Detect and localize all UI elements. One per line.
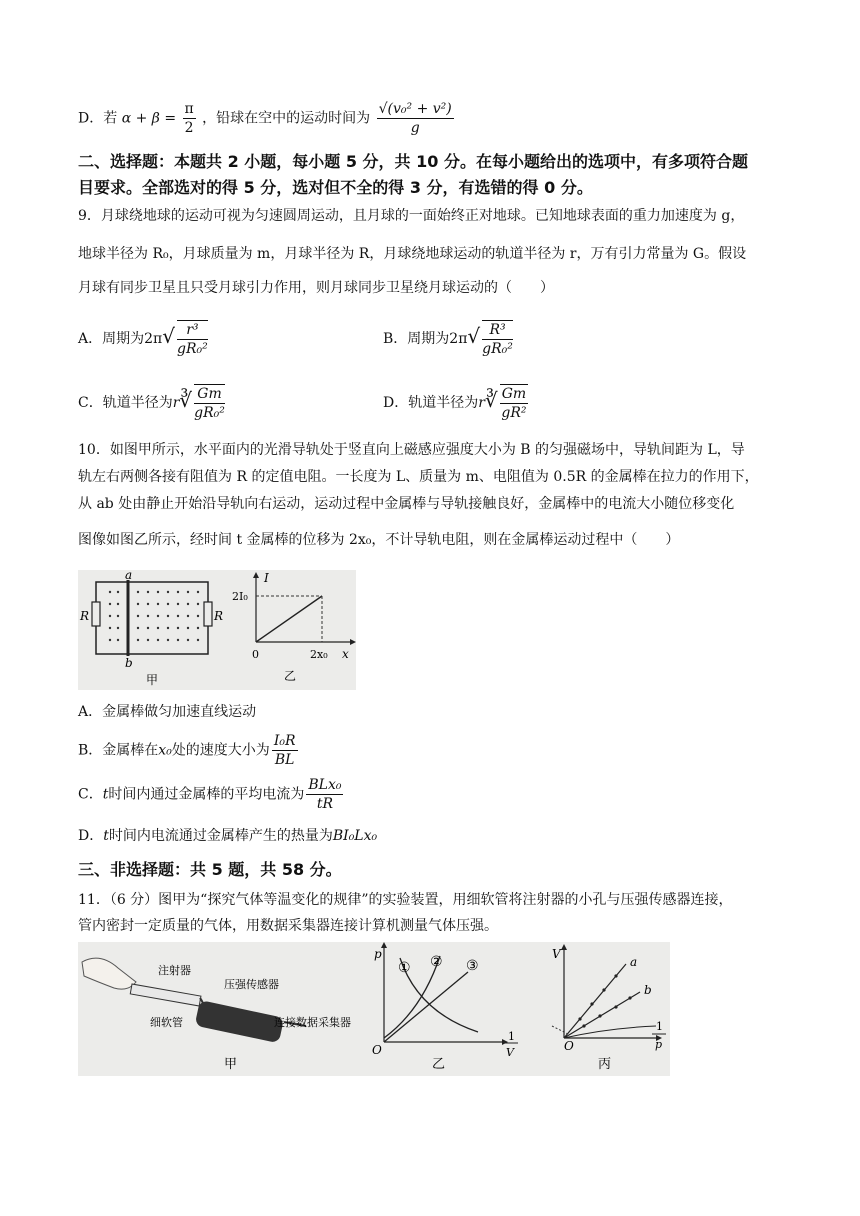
q10-option-b: B．金属棒在x₀处的速度大小为 $\frac{\text{I₀R}}{BL}$: [78, 733, 296, 768]
caption-yi: 乙: [284, 669, 297, 683]
yi-curve1-label: ①: [398, 960, 411, 976]
label-r-right: R: [214, 609, 224, 623]
caption-jia-11: 甲: [224, 1057, 238, 1072]
yi-curve2-label: ②: [430, 954, 443, 970]
bing-curve: [564, 1026, 656, 1038]
bing-origin: O: [564, 1039, 574, 1053]
graph-origin: 0: [252, 648, 259, 661]
label-sensor: 压强传感器: [224, 978, 279, 991]
yi-curve3-label: ③: [466, 958, 479, 974]
q8-d-time-fraction: $\frac{\text{√(v₀² + v²)}}{g}$: [378, 101, 452, 136]
label-r-left: R: [80, 609, 90, 623]
q11-figure-svg: [78, 942, 670, 1076]
graph-line: [256, 596, 322, 642]
yi-origin: O: [372, 1043, 382, 1057]
q8-d-text: ，铅球在空中的运动时间为: [202, 110, 371, 127]
q8-d-angle-fraction: $\frac{\pi}{2}$: [184, 101, 194, 136]
caption-jia: 甲: [146, 673, 159, 687]
bing-dash: [552, 1026, 568, 1034]
q10-figure: [78, 570, 356, 690]
graph-x-label: x: [342, 647, 349, 661]
yi-y-label: p: [374, 947, 382, 961]
q10-option-a: A．金属棒做匀加速直线运动: [78, 704, 257, 720]
q9-option-d: D．轨道半径为r∛ $\frac{Gm}{\text{gR²}}$: [383, 386, 527, 421]
q10-line2: 轨左右两侧各接有阻值为 R 的定值电阻。一长度为 L、质量为 m、电阻值为 0.5R 的金属棒在拉力的作用下，: [78, 469, 759, 485]
q10-option-d: D．t时间内电流通过金属棒产生的热量为BI₀Lx₀: [78, 828, 378, 844]
label-syringe: 注射器: [158, 964, 191, 977]
q9-line3: 月球有同步卫星且只受月球引力作用，则月球同步卫星绕月球运动的（ ）: [78, 280, 554, 296]
field-dots: [109, 591, 199, 641]
section2-line2: 目要求。全部选对的得 5 分，选对但不全的得 3 分，有选错的得 0 分。: [78, 178, 593, 197]
q11-line1: 11．（6 分）图甲为“探究气体等温变化的规律”的实验装置，用细软管将注射器的小孔与压强传感器连接，: [78, 892, 733, 908]
label-a: a: [125, 570, 133, 582]
pressure-sensor: [195, 1000, 285, 1043]
syringe: [130, 984, 201, 1006]
q11-line2: 管内密封一定质量的气体，用数据采集器连接计算机测量气体压强。: [78, 918, 498, 934]
q8-option-d: [78, 100, 456, 137]
q10-line1: 10．如图甲所示，水平面内的光滑导轨处于竖直向上磁感应强度大小为 B 的匀强磁场中，导轨间距为 L，导: [78, 442, 745, 458]
q9-line1: 9．月球绕地球的运动可视为匀速圆周运动，且月球的一面始终正对地球。已知地球表面的重力加速度为 g，: [78, 208, 745, 224]
q10-line3: 从 ab 处由静止开始沿导轨向右运动，运动过程中金属棒与导轨接触良好，金属棒中的电流大小随位移变化: [78, 496, 735, 512]
q8-d-prefix: D．若: [78, 110, 118, 127]
section3-title: 三、非选择题：共 5 题，共 58 分。: [78, 860, 342, 879]
hand-icon: [82, 958, 136, 989]
q8-d-condition: α + β =: [121, 110, 177, 127]
bing-x-num: 1: [656, 1020, 663, 1033]
bing-y-label: V: [552, 947, 561, 961]
q10-option-c: C．t时间内通过金属棒的平均电流为 $\frac{\text{BLx₀}}{tR}$: [78, 777, 342, 812]
label-collector: 连接数据采集器: [274, 1016, 351, 1029]
graph-ytick: 2I₀: [232, 590, 248, 603]
caption-yi-11: 乙: [432, 1057, 446, 1072]
q11-figure: [78, 942, 670, 1076]
graph-xtick: 2x₀: [310, 648, 328, 661]
q9-option-c: C．轨道半径为r∛ $\frac{Gm}{\text{gR₀²}}$: [78, 386, 225, 421]
graph-y-label: I: [264, 571, 269, 585]
bing-x-den: p: [655, 1038, 663, 1051]
bing-a-label: a: [630, 955, 638, 969]
q9-option-a: A．周期为2π√ $\frac{\text{r³}}{\text{gR₀²}}$: [78, 322, 208, 357]
q10-line4: 图像如图乙所示，经时间 t 金属棒的位移为 2x₀，不计导轨电阻，则在金属棒运动过程中（ ）: [78, 532, 680, 548]
resistor-right: [204, 602, 212, 626]
yi-x-num: 1: [508, 1030, 515, 1043]
label-tube: 细软管: [150, 1016, 183, 1029]
caption-bing: 丙: [598, 1057, 612, 1072]
section2-line1: 二、选择题：本题共 2 小题，每小题 5 分，共 10 分。在每小题给出的选项中，有多项符合题: [78, 152, 748, 171]
bing-b-label: b: [644, 983, 652, 997]
yi-line-3: [384, 972, 468, 1042]
yi-x-den: V: [506, 1046, 514, 1059]
resistor-left: [92, 602, 100, 626]
label-b: b: [125, 656, 133, 670]
bing-points: [578, 974, 631, 1027]
q9-option-b: B．周期为2π√ $\frac{\text{R³}}{\text{gR₀²}}$: [383, 322, 513, 357]
q9-line2: 地球半径为 R₀，月球质量为 m，月球半径为 R，月球绕地球运动的轨道半径为 r，万有引力常量为 G。假设: [78, 246, 747, 262]
rail-frame: [96, 582, 208, 654]
q10-figure-svg: [78, 570, 356, 690]
